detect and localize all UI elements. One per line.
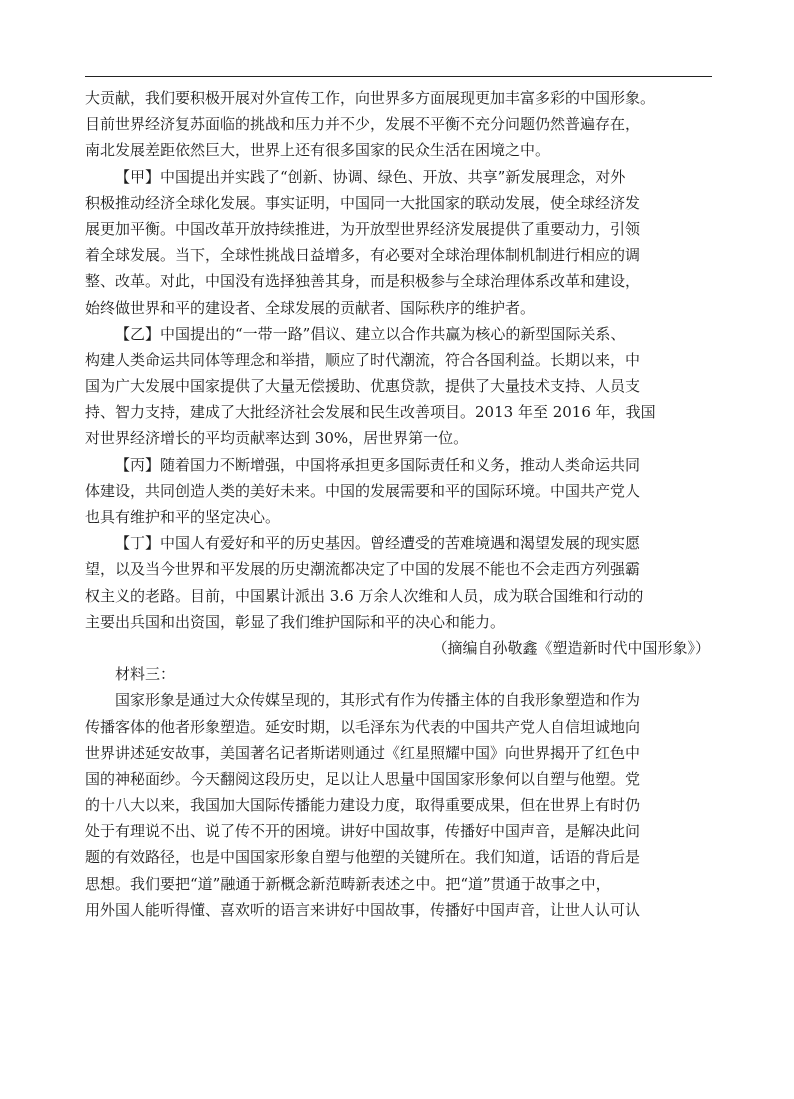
text-line: 整、改革。对此，中国没有选择独善其身，而是积极参与全球治理体系改革和建设， xyxy=(85,272,641,291)
text-line: 对世界经济增长的平均贡献率达到 30%，居世界第一位。 xyxy=(85,429,469,448)
text-line: 材料三： xyxy=(115,665,176,684)
text-line: 大贡献，我们要积极开展对外宣传工作，向世界多方面展现更加丰富多彩的中国形象。 xyxy=(85,89,656,107)
text-line: 的十八大以来，我国加大国际传播能力建设力度，取得重要成果，但在世界上有时仍 xyxy=(85,796,641,815)
text-line: 国家形象是通过大众传媒呈现的，其形式有作为传播主体的自我形象塑造和作为 xyxy=(115,691,641,710)
text-line: 构建人类命运共同体等理念和举措，顺应了时代潮流，符合各国利益。长期以来，中 xyxy=(85,350,641,369)
text-line: 【丁】中国人有爱好和平的历史基因。曾经遭受的苦难境遇和渴望发展的现实愿 xyxy=(115,534,641,553)
text-line: 始终做世界和平的建设者、全球发展的贡献者、国际秩序的维护者。 xyxy=(85,298,536,317)
text-line: 题的有效路径，也是中国国家形象自塑与他塑的关键所在。我们知道，话语的背后是 xyxy=(85,848,641,867)
text-line: 也具有维护和平的坚定决心。 xyxy=(85,508,281,526)
header-rule xyxy=(85,76,712,77)
text-line: 处于有理说不出、说了传不开的困境。讲好中国故事，传播好中国声音，是解决此问 xyxy=(85,822,641,841)
text-line: 【甲】中国提出并实践了“创新、协调、绿色、开放、共享”新发展理念，对外 xyxy=(115,167,626,186)
text-line: 权主义的老路。目前，中国累计派出 3.6 万余人次维和人员，成为联合国维和行动的 xyxy=(85,586,644,605)
document-body xyxy=(85,85,712,923)
text-line: 【丙】随着国力不断增强，中国将承担更多国际责任和义务，推动人类命运共同 xyxy=(115,455,641,474)
text-line: 体建设，共同创造人类的美好未来。中国的发展需要和平的国际环境。中国共产党人 xyxy=(85,481,641,500)
text-line: 望，以及当今世界和平发展的历史潮流都决定了中国的发展不能也不会走西方列强霸 xyxy=(85,560,641,579)
text-line: 持、智力支持，建成了大批经济社会发展和民生改善项目。2013 年至 2016 年，我国 xyxy=(85,403,656,422)
source-citation: （摘编自孙敬鑫《塑造新时代中国形象》） xyxy=(432,638,710,657)
text-line: 目前世界经济复苏面临的挑战和压力并不少，发展不平衡不充分问题仍然普遍存在， xyxy=(85,115,641,134)
text-line: 【乙】中国提出的“一带一路”倡议、建立以合作共赢为核心的新型国际关系、 xyxy=(115,324,626,343)
text-line: 积极推动经济全球化发展。事实证明，中国同一大批国家的联动发展，使全球经济发 xyxy=(85,193,641,212)
text-line: 传播客体的他者形象塑造。延安时期，以毛泽东为代表的中国共产党人自信坦诚地向 xyxy=(85,717,641,736)
text-line: 南北发展差距依然巨大，世界上还有很多国家的民众生活在困境之中。 xyxy=(85,141,551,160)
text-line: 用外国人能听得懂、喜欢听的语言来讲好中国故事，传播好中国声音，让世人认可认 xyxy=(85,900,641,919)
text-line: 主要出兵国和出资国，彰显了我们维护国际和平的决心和能力。 xyxy=(85,612,506,631)
text-line: 国为广大发展中国家提供了大量无偿援助、优惠贷款，提供了大量技术支持、人员支 xyxy=(85,377,641,396)
text-line: 展更加平衡。中国改革开放持续推进，为开放型世界经济发展提供了重要动力，引领 xyxy=(85,219,641,238)
text-line: 着全球发展。当下，全球性挑战日益增多，有必要对全球治理体制机制进行相应的调 xyxy=(85,246,641,265)
text-line: 国的神秘面纱。今天翻阅这段历史，足以让人思量中国国家形象何以自塑与他塑。党 xyxy=(85,769,641,788)
text-line: 思想。我们要把“道”融通于新概念新范畴新表述之中。把“道”贯通于故事之中， xyxy=(85,874,611,893)
text-line: 世界讲述延安故事，美国著名记者斯诺则通过《红星照耀中国》向世界揭开了红色中 xyxy=(85,743,641,762)
